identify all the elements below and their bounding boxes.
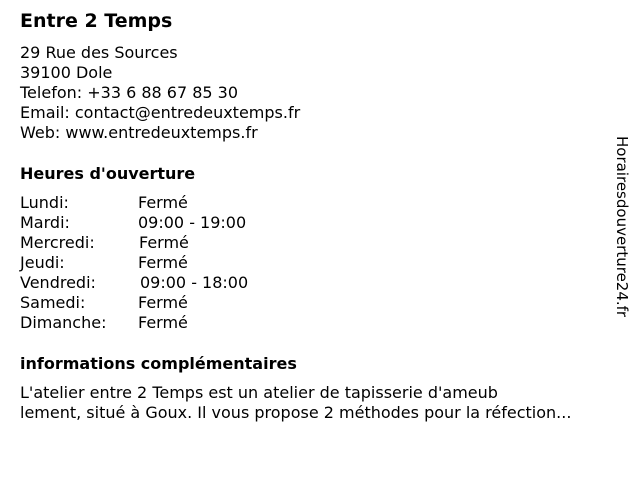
hours-value: Fermé (139, 233, 189, 252)
day-label: Mardi: (20, 213, 70, 232)
business-name: Entre 2 Temps (20, 10, 173, 32)
hours-value: 09:00 - 18:00 (140, 273, 249, 292)
street-address: 29 Rue des Sources (20, 43, 178, 62)
day-label: Samedi: (20, 293, 86, 312)
hours-value: Fermé (138, 313, 188, 332)
website: Web: www.entredeuxtemps.fr (20, 123, 258, 142)
day-label: Dimanche: (20, 313, 107, 332)
email-address: Email: contact@entredeuxtemps.fr (20, 103, 301, 122)
hours-value: 09:00 - 19:00 (138, 213, 247, 232)
info-description (20, 383, 620, 423)
hours-value: Fermé (138, 253, 188, 272)
city: 39100 Dole (20, 63, 113, 82)
phone-number: Telefon: +33 6 88 67 85 30 (20, 83, 239, 102)
info-heading: informations complémentaires (20, 354, 297, 373)
hours-heading: Heures d'ouverture (20, 164, 196, 183)
site-watermark (612, 136, 632, 346)
contact-block (20, 43, 300, 143)
day-label: Lundi: (20, 193, 69, 212)
info-line: lement, situé à Goux. Il vous propose 2 méthodes pour la réfection... (20, 403, 572, 422)
day-label: Jeudi: (20, 253, 65, 272)
watermark-text: Horairesdouverture24.fr (613, 136, 631, 318)
hours-value: Fermé (138, 193, 188, 212)
hours-value: Fermé (138, 293, 188, 312)
day-label: Mercredi: (20, 233, 95, 252)
info-line: L'atelier entre 2 Temps est un atelier de tapisserie d'ameub (20, 383, 498, 402)
day-label: Vendredi: (20, 273, 96, 292)
